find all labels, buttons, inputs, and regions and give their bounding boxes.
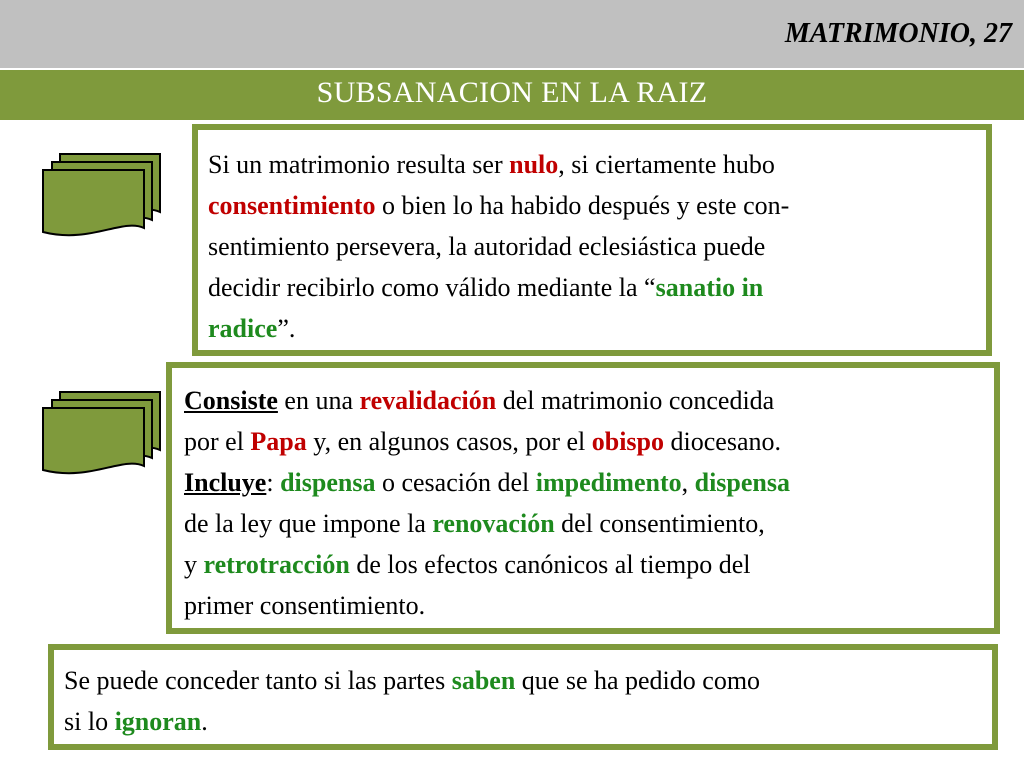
multiple-documents-icon: [40, 388, 166, 480]
sanatio-definition-box: [192, 124, 992, 356]
highlight-radice: radice: [208, 314, 278, 343]
text: que se ha pedido como: [515, 666, 761, 695]
underlined-consiste: Consiste: [184, 386, 278, 415]
text: de la ley que impone la: [184, 509, 433, 538]
multiple-documents-icon: [40, 150, 166, 242]
text: o bien lo ha habido después y este con-: [375, 191, 790, 220]
text: ,: [681, 468, 695, 497]
underlined-incluye: Incluye: [184, 468, 267, 497]
highlight-obispo: obispo: [591, 427, 665, 456]
text: , si ciertamente hubo: [558, 150, 775, 179]
highlight-consentimiento: consentimiento: [208, 191, 376, 220]
highlight-ignoran: ignoran: [114, 707, 202, 736]
text: primer consentimiento.: [184, 591, 426, 620]
text-line: [184, 380, 984, 421]
highlight-sanatio: sanatio in: [655, 273, 764, 302]
text-line: [184, 585, 984, 626]
text-line: [208, 267, 976, 308]
highlight-saben: saben: [451, 666, 516, 695]
text: o cesación del: [375, 468, 536, 497]
highlight-revalidacion: revalidación: [359, 386, 497, 415]
text-line: [208, 226, 976, 267]
text: ”.: [277, 314, 296, 343]
text-line: [208, 185, 976, 226]
highlight-impedimento: impedimento: [535, 468, 682, 497]
highlight-papa: Papa: [250, 427, 307, 456]
section-title: SUBSANACION EN LA RAIZ: [316, 76, 708, 109]
text: por el: [184, 427, 251, 456]
text: y, en algunos casos, por el: [306, 427, 592, 456]
text: de los efectos canónicos al tiempo del: [349, 550, 751, 579]
consiste-box: [166, 362, 1000, 634]
concesion-box: [48, 644, 998, 750]
slide-title: MATRIMONIO, 27: [784, 18, 1012, 49]
text-line: [184, 544, 984, 585]
highlight-renovacion: renovación: [432, 509, 555, 538]
text: diocesano.: [664, 427, 781, 456]
text-line: [184, 503, 984, 544]
text: del consentimiento,: [554, 509, 765, 538]
text: :: [266, 468, 281, 497]
highlight-nulo: nulo: [509, 150, 559, 179]
text-line: [184, 421, 984, 462]
section-bar: [0, 70, 1024, 120]
text-line: [64, 701, 982, 742]
header-bar: [0, 0, 1024, 68]
text: sentimiento persevera, la autoridad eclesiástica puede: [208, 232, 766, 261]
text: Se puede conceder tanto si las partes: [64, 666, 452, 695]
highlight-dispensa: dispensa: [280, 468, 376, 497]
highlight-retrotraccion: retrotracción: [203, 550, 350, 579]
text: si lo: [64, 707, 115, 736]
text: decidir recibirlo como válido mediante la “: [208, 273, 656, 302]
text-line: [208, 308, 976, 349]
highlight-dispensa: dispensa: [694, 468, 791, 497]
text: Si un matrimonio resulta ser: [208, 150, 510, 179]
text-line: [184, 462, 984, 503]
text-line: [64, 660, 982, 701]
text-line: [208, 144, 976, 185]
text: y: [184, 550, 204, 579]
text: en una: [277, 386, 360, 415]
text: .: [201, 707, 208, 736]
text: del matrimonio concedida: [496, 386, 775, 415]
